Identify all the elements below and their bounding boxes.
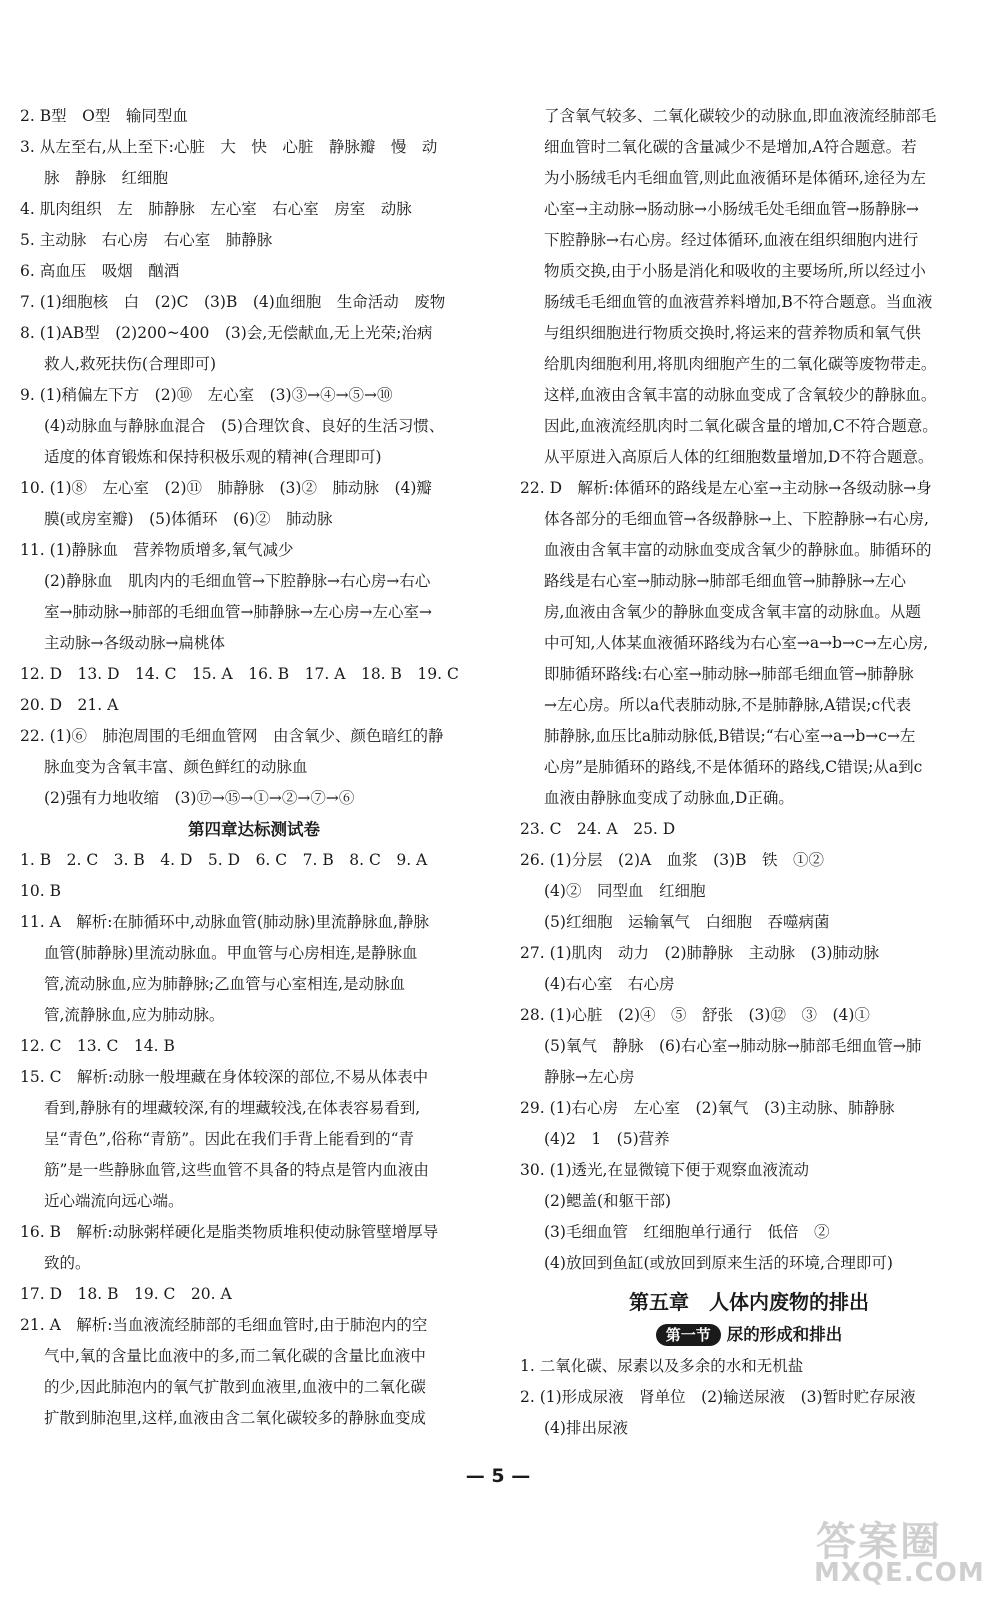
- section-heading: 第四章达标测试卷: [188, 820, 320, 839]
- answer-line: 血管(肺静脉)里流动脉血。甲血管与心房相连,是静脉血: [44, 944, 418, 962]
- answer-line: 4. 肌肉组织 左 肺静脉 左心室 右心室 房室 动脉: [20, 200, 412, 218]
- answer-line: 10. (1)⑧ 左心室 (2)⑪ 肺静脉 (3)② 肺动脉 (4)瓣: [20, 479, 432, 497]
- answer-line: (2)强有力地收缩 (3)⑰→⑮→①→②→⑦→⑥: [44, 789, 355, 807]
- answer-line: 1. 二氧化碳、尿素以及多余的水和无机盐: [520, 1357, 804, 1375]
- answer-line: 26. (1)分层 (2)A 血浆 (3)B 铁 ①②: [520, 851, 825, 869]
- answer-line: 管,流静脉血,应为肺动脉。: [44, 1006, 225, 1024]
- answer-line: 29. (1)右心房 左心室 (2)氧气 (3)主动脉、肺静脉: [520, 1099, 895, 1117]
- answer-line: 脉血变为含氧丰富、颜色鲜红的动脉血: [44, 758, 308, 776]
- answer-line: 12. C 13. C 14. B: [20, 1037, 175, 1055]
- answer-line: 中可知,人体某血液循环路线为右心室→a→b→c→左心房,: [544, 634, 929, 652]
- answer-line: 28. (1)心脏 (2)④ ⑤ 舒张 (3)⑫ ③ (4)①: [520, 1006, 870, 1024]
- answer-line: 适度的体育锻炼和保持积极乐观的精神(合理即可): [44, 448, 382, 466]
- answer-line: 看到,静脉有的埋藏较深,有的埋藏较浅,在体表容易看到,: [44, 1099, 421, 1117]
- answer-line: 30. (1)透光,在显微镜下便于观察血液流动: [520, 1161, 809, 1179]
- watermark-logo: [806, 1510, 985, 1590]
- answer-line: 27. (1)肌肉 动力 (2)肺静脉 主动脉 (3)肺动脉: [520, 944, 879, 962]
- answer-line: 致的。: [44, 1254, 91, 1272]
- answer-line: 9. (1)稍偏左下方 (2)⑩ 左心室 (3)③→④→⑤→⑩: [20, 386, 393, 404]
- answer-line: 7. (1)细胞核 白 (2)C (3)B (4)血细胞 生命活动 废物: [20, 293, 446, 311]
- answer-line: 15. C 解析:动脉一般埋藏在身体较深的部位,不易从体表中: [20, 1068, 429, 1086]
- answer-line: (5)红细胞 运输氧气 白细胞 吞噬病菌: [544, 913, 830, 931]
- answer-line: 的少,因此肺泡内的氧气扩散到血液里,血液中的二氧化碳: [44, 1378, 426, 1396]
- answer-line: 主动脉→各级动脉→扁桃体: [44, 634, 225, 652]
- answer-line: 室→肺动脉→肺部的毛细血管→肺静脉→左心房→左心室→: [44, 603, 432, 621]
- answer-line: 路线是右心室→肺动脉→肺部毛细血管→肺静脉→左心: [544, 572, 906, 590]
- answer-line: 扩散到肺泡里,这样,血液由含二氧化碳较多的静脉血变成: [44, 1409, 426, 1427]
- answer-line: 23. C 24. A 25. D: [520, 820, 676, 838]
- answer-line: 脉 静脉 红细胞: [44, 169, 169, 187]
- answer-line: 16. B 解析:动脉粥样硬化是脂类物质堆积使动脉管壁增厚导: [20, 1223, 439, 1241]
- answer-line: 3. 从左至右,从上至下:心脏 大 快 心脏 静脉瓣 慢 动: [20, 138, 438, 156]
- watermark-url: MXQE.COM: [814, 1558, 985, 1588]
- answer-line: 10. B: [20, 882, 61, 900]
- answer-line: 20. D 21. A: [20, 696, 119, 714]
- answer-line: 肺静脉,血压比a肺动脉低,B错误;“右心室→a→b→c→左: [544, 727, 916, 745]
- answer-line: 这样,血液由含氧丰富的动脉血变成了含氧较少的静脉血。: [544, 386, 937, 404]
- section-header: [520, 1319, 978, 1351]
- answer-line: (4)右心室 右心房: [544, 975, 675, 993]
- section-badge: 第一节: [656, 1324, 721, 1346]
- answer-line: 1. B 2. C 3. B 4. D 5. D 6. C 7. B 8. C 9. A: [20, 851, 428, 869]
- answer-line: (4)② 同型血 红细胞: [544, 882, 706, 900]
- answer-line: 筋”是一些静脉血管,这些血管不具备的特点是管内血液由: [44, 1161, 429, 1179]
- answer-line: 给肌肉细胞利用,将肌肉细胞产生的二氧化碳等废物带走。: [544, 355, 937, 373]
- answer-line: 与组织细胞进行物质交换时,将运来的营养物质和氧气供: [544, 324, 921, 342]
- page-number: — 5 —: [465, 1465, 531, 1487]
- chapter-title: 第五章 人体内废物的排出: [629, 1290, 869, 1314]
- answer-line: 因此,血液流经肌肉时二氧化碳含量的增加,C不符合题意。: [544, 417, 938, 435]
- answer-line: (5)氧气 静脉 (6)右心室→肺动脉→肺部毛细血管→肺: [544, 1037, 922, 1055]
- answer-line: 血液由含氧丰富的动脉血变成含氧少的静脉血。肺循环的: [544, 541, 932, 559]
- left-column: [20, 101, 488, 1434]
- answer-line: (4)动脉血与静脉血混合 (5)合理饮食、良好的生活习惯、: [44, 417, 445, 435]
- answer-line: 了含氧气较多、二氧化碳较少的动脉血,即血液流经肺部毛: [544, 107, 937, 125]
- answer-line: 管,流动脉血,应为肺静脉;乙血管与心室相连,是动脉血: [44, 975, 406, 993]
- answer-line: 2. B型 O型 输同型血: [20, 107, 188, 125]
- answer-line: 22. D 解析:体循环的路线是左心室→主动脉→各级动脉→身: [520, 479, 932, 497]
- answer-line: 房,血液由含氧少的静脉血变成含氧丰富的动脉血。从题: [544, 603, 921, 621]
- section-title: 尿的形成和排出: [726, 1325, 843, 1344]
- answer-line: 17. D 18. B 19. C 20. A: [20, 1285, 232, 1303]
- answer-line: 5. 主动脉 右心房 右心室 肺静脉: [20, 231, 273, 249]
- answer-line: 救人,救死扶伤(合理即可): [44, 355, 217, 373]
- answer-line: (4)放回到鱼缸(或放回到原来生活的环境,合理即可): [544, 1254, 893, 1272]
- answer-line: 细血管时二氧化碳的含量减少不是增加,A符合题意。若: [544, 138, 917, 156]
- answer-line: 从平原进入高原后人体的红细胞数量增加,D不符合题意。: [544, 448, 934, 466]
- answer-line: →左心房。所以a代表肺动脉,不是肺静脉,A错误;c代表: [544, 696, 912, 714]
- answer-line: 21. A 解析:当血液流经肺部的毛细血管时,由于肺泡内的空: [20, 1316, 428, 1334]
- answer-line: 11. (1)静脉血 营养物质增多,氧气减少: [20, 541, 294, 559]
- answer-line: 6. 高血压 吸烟 酗酒: [20, 262, 180, 280]
- answer-line: 12. D 13. D 14. C 15. A 16. B 17. A 18. B 19. C: [20, 665, 459, 683]
- answer-line: 11. A 解析:在肺循环中,动脉血管(肺动脉)里流静脉血,静脉: [20, 913, 429, 931]
- answer-line: 心房”是肺循环的路线,不是体循环的路线,C错误;从a到c: [544, 758, 923, 776]
- watermark-text: 答案圈: [816, 1519, 942, 1565]
- answer-line: 心室→主动脉→肠动脉→小肠绒毛处毛细血管→肠静脉→: [544, 200, 919, 218]
- answer-line: (2)鳃盖(和躯干部): [544, 1192, 672, 1210]
- answer-line: (4)2 1 (5)营养: [544, 1130, 670, 1148]
- answer-line: 2. (1)形成尿液 肾单位 (2)输送尿液 (3)暂时贮存尿液: [520, 1388, 916, 1406]
- answer-line: 近心端流向远心端。: [44, 1192, 184, 1210]
- answer-line: 气中,氧的含量比血液中的多,而二氧化碳的含量比血液中: [44, 1347, 426, 1365]
- answer-line: 22. (1)⑥ 肺泡周围的毛细血管网 由含氧少、颜色暗红的静: [20, 727, 444, 745]
- answer-line: 8. (1)AB型 (2)200~400 (3)会,无偿献血,无上光荣;治病: [20, 324, 433, 342]
- right-column: [520, 101, 978, 1444]
- answer-line: (4)排出尿液: [544, 1419, 628, 1437]
- answer-line: 肠绒毛毛细血管的血液营养料增加,B不符合题意。当血液: [544, 293, 933, 311]
- answer-line: 膜(或房室瓣) (5)体循环 (6)② 肺动脉: [44, 510, 333, 528]
- answer-line: 即肺循环路线:右心室→肺动脉→肺部毛细血管→肺静脉: [544, 665, 914, 683]
- answer-line: 血液由静脉血变成了动脉血,D正确。: [544, 789, 794, 807]
- answer-line: (2)静脉血 肌肉内的毛细血管→下腔静脉→右心房→右心: [44, 572, 431, 590]
- answer-line: 静脉→左心房: [544, 1068, 635, 1086]
- answer-line: 为小肠绒毛内毛细血管,则此血液循环是体循环,途径为左: [544, 169, 926, 187]
- answer-line: 下腔静脉→右心房。经过体循环,血液在组织细胞内进行: [544, 231, 919, 249]
- answer-line: (3)毛细血管 红细胞单行通行 低倍 ②: [544, 1223, 830, 1241]
- answer-line: 呈“青色”,俗称“青筋”。因此在我们手背上能看到的“青: [44, 1130, 415, 1148]
- answer-line: 物质交换,由于小肠是消化和吸收的主要场所,所以经过小: [544, 262, 926, 280]
- answer-line: 体各部分的毛细血管→各级静脉→上、下腔静脉→右心房,: [544, 510, 929, 528]
